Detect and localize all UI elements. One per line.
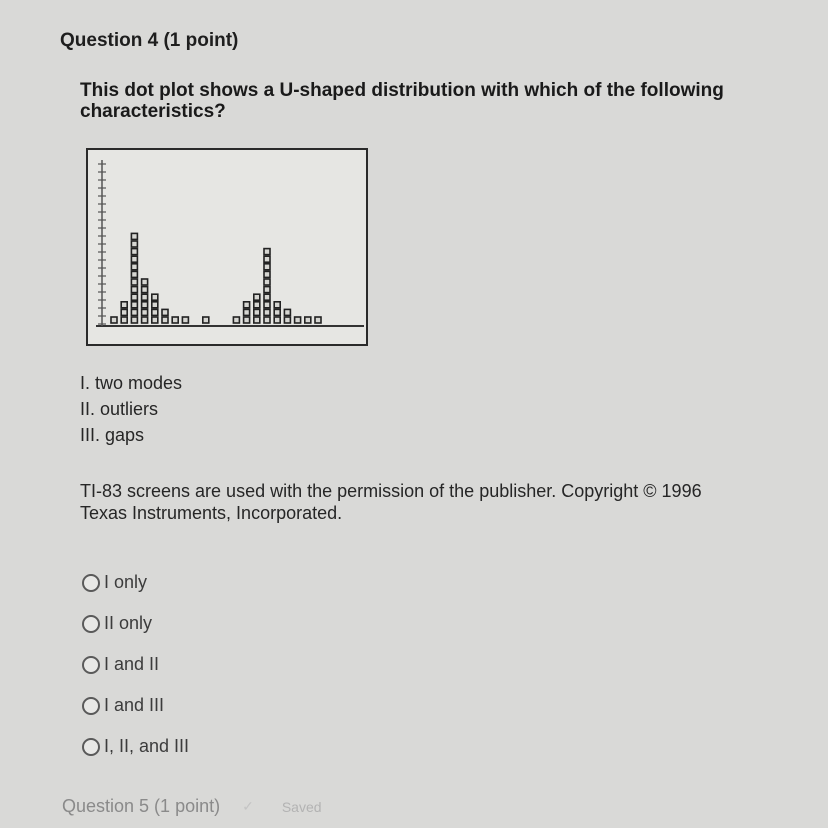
option-label: I only	[104, 572, 148, 592]
dot-point	[131, 294, 137, 300]
dot-point	[244, 309, 250, 315]
dot-point	[264, 302, 270, 308]
dot-point	[131, 233, 137, 239]
dot-point	[152, 309, 158, 315]
option-label: I and II	[104, 654, 160, 674]
next-question-footer	[62, 796, 322, 817]
copyright-line-2: Texas Instruments, Incorporated.	[80, 503, 343, 523]
option-i-and-ii[interactable]	[82, 644, 189, 685]
answer-options	[82, 562, 189, 767]
dot-point	[131, 302, 137, 308]
dot-point	[295, 317, 301, 323]
dot-point	[254, 294, 260, 300]
dot-point	[264, 279, 270, 285]
dot-point	[131, 256, 137, 262]
dot-point	[111, 317, 117, 323]
dot-point	[131, 241, 137, 247]
dot-point	[203, 317, 209, 323]
dot-point	[264, 309, 270, 315]
dot-point	[131, 287, 137, 293]
dot-point	[131, 264, 137, 270]
dot-point	[162, 309, 168, 315]
dot-point	[264, 264, 270, 270]
radio-icon[interactable]	[82, 615, 100, 633]
copyright-notice	[80, 480, 828, 524]
dot-point	[152, 317, 158, 323]
dot-point	[264, 287, 270, 293]
dot-point	[264, 256, 270, 262]
option-ii-only[interactable]	[82, 603, 189, 644]
dot-point	[305, 317, 311, 323]
dot-point	[142, 279, 148, 285]
dot-point	[142, 317, 148, 323]
dot-point	[152, 294, 158, 300]
option-label: I, II, and III	[104, 736, 190, 756]
option-label: I and III	[104, 695, 165, 715]
dot-point	[274, 302, 280, 308]
dot-point	[233, 317, 239, 323]
dot-point	[315, 317, 321, 323]
dot-point	[131, 249, 137, 255]
dot-point	[264, 317, 270, 323]
dot-point	[142, 294, 148, 300]
dot-point	[244, 317, 250, 323]
dot-point	[274, 309, 280, 315]
question-prompt: This dot plot shows a U-shaped distribution with which of the following characteristics?	[80, 80, 724, 122]
statement-1: I. two modes	[80, 373, 183, 393]
question-header: Question 4 (1 point)	[60, 30, 239, 51]
dot-point	[131, 271, 137, 277]
dot-point	[284, 317, 290, 323]
dot-point	[254, 317, 260, 323]
dot-point	[152, 302, 158, 308]
dot-point	[131, 279, 137, 285]
dot-point	[244, 302, 250, 308]
radio-icon[interactable]	[82, 738, 100, 756]
radio-icon[interactable]	[82, 656, 100, 674]
dot-point	[264, 294, 270, 300]
dot-point	[264, 271, 270, 277]
dot-point	[162, 317, 168, 323]
dot-point	[264, 249, 270, 255]
dot-plot-screen	[86, 148, 368, 346]
dot-point	[131, 317, 137, 323]
dot-point	[121, 302, 127, 308]
dot-point	[142, 287, 148, 293]
next-question-header[interactable]: Question 5 (1 point)	[62, 796, 221, 816]
option-i-and-iii[interactable]	[82, 685, 189, 726]
option-label: II only	[104, 613, 153, 633]
dot-point	[182, 317, 188, 323]
dot-point	[254, 309, 260, 315]
dot-point	[172, 317, 178, 323]
dot-point	[254, 302, 260, 308]
dot-point	[131, 309, 137, 315]
statement-2: II. outliers	[80, 399, 159, 419]
saved-status: Saved	[281, 798, 322, 815]
radio-icon[interactable]	[82, 574, 100, 592]
statement-list	[80, 370, 182, 448]
statement-3: III. gaps	[80, 425, 145, 445]
dot-point	[142, 302, 148, 308]
option-i-only[interactable]	[82, 562, 189, 603]
dot-plot	[88, 150, 366, 344]
dot-point	[284, 309, 290, 315]
copyright-line-1: TI-83 screens are used with the permission of the publisher. Copyright © 1996	[80, 481, 702, 501]
radio-icon[interactable]	[82, 697, 100, 715]
check-icon: ✓	[242, 798, 254, 814]
dot-point	[274, 317, 280, 323]
dot-point	[121, 309, 127, 315]
dot-point	[121, 317, 127, 323]
dot-point	[142, 309, 148, 315]
option-all[interactable]	[82, 726, 189, 767]
